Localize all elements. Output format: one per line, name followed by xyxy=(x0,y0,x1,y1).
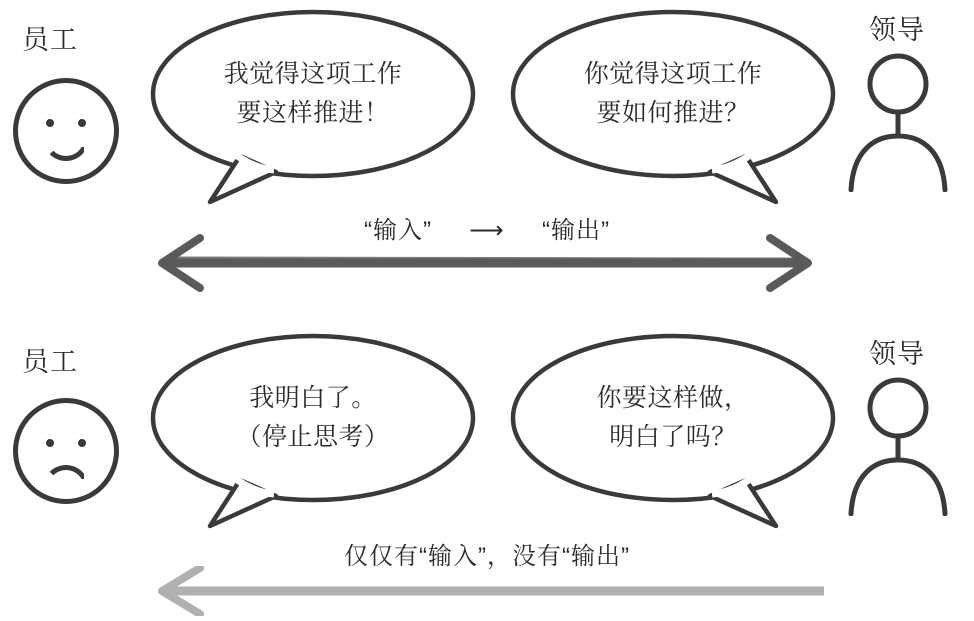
eye-right-icon xyxy=(78,439,86,447)
employee-label-top: 员工 xyxy=(22,25,78,55)
leader-label-bottom: 领导 xyxy=(869,339,925,369)
double-headed-arrow-top xyxy=(140,232,830,299)
speech-bubble-shape xyxy=(508,330,838,530)
employee-face-frowning xyxy=(13,398,119,504)
eye-left-icon xyxy=(46,439,54,447)
leader-stick-figure-top xyxy=(843,52,953,197)
bubble-line: （停止思考） xyxy=(236,422,390,451)
stick-figure-icon xyxy=(843,52,953,192)
leader-label-top: 领导 xyxy=(869,15,925,45)
arrow-icon xyxy=(140,232,830,294)
eye-right-icon xyxy=(78,119,86,127)
arrow-caption-bottom: 仅仅有“输入”，没有“输出” xyxy=(344,543,630,570)
stick-figure-icon xyxy=(843,376,953,516)
bubble-line: 要这样推进！ xyxy=(236,98,390,127)
bubble-line: 我明白了。 xyxy=(249,383,377,412)
arrow-icon xyxy=(140,566,830,616)
caption-input: “输入” xyxy=(363,217,432,244)
employee-face-smiling xyxy=(13,78,119,184)
leader-speech-bubble-top xyxy=(508,6,838,206)
employee-speech-bubble-top xyxy=(148,6,478,206)
employee-speech-bubble-bottom xyxy=(148,330,478,530)
speech-bubble-shape xyxy=(148,330,478,530)
leader-speech-bubble-bottom xyxy=(508,330,838,530)
speech-bubble-shape xyxy=(508,6,838,206)
mouth-smile-icon xyxy=(43,135,89,161)
caption-output: “输出” xyxy=(542,217,611,244)
employee-label-bottom: 员工 xyxy=(22,347,78,377)
mouth-frown-icon xyxy=(43,465,89,491)
bubble-line: 要如何推进？ xyxy=(596,98,750,127)
bubble-line: 你觉得这项工作 xyxy=(583,59,763,88)
bubble-line: 明白了吗？ xyxy=(609,422,737,451)
bubble-line: 你要这样做， xyxy=(596,383,750,412)
eye-left-icon xyxy=(46,119,54,127)
bubble-line: 我觉得这项工作 xyxy=(223,59,403,88)
arrow-glyph-icon: ⟶ xyxy=(469,217,505,244)
leader-stick-figure-bottom xyxy=(843,376,953,521)
smiling-face-icon xyxy=(13,78,119,184)
frowning-face-icon xyxy=(13,398,119,504)
speech-bubble-shape xyxy=(148,6,478,206)
